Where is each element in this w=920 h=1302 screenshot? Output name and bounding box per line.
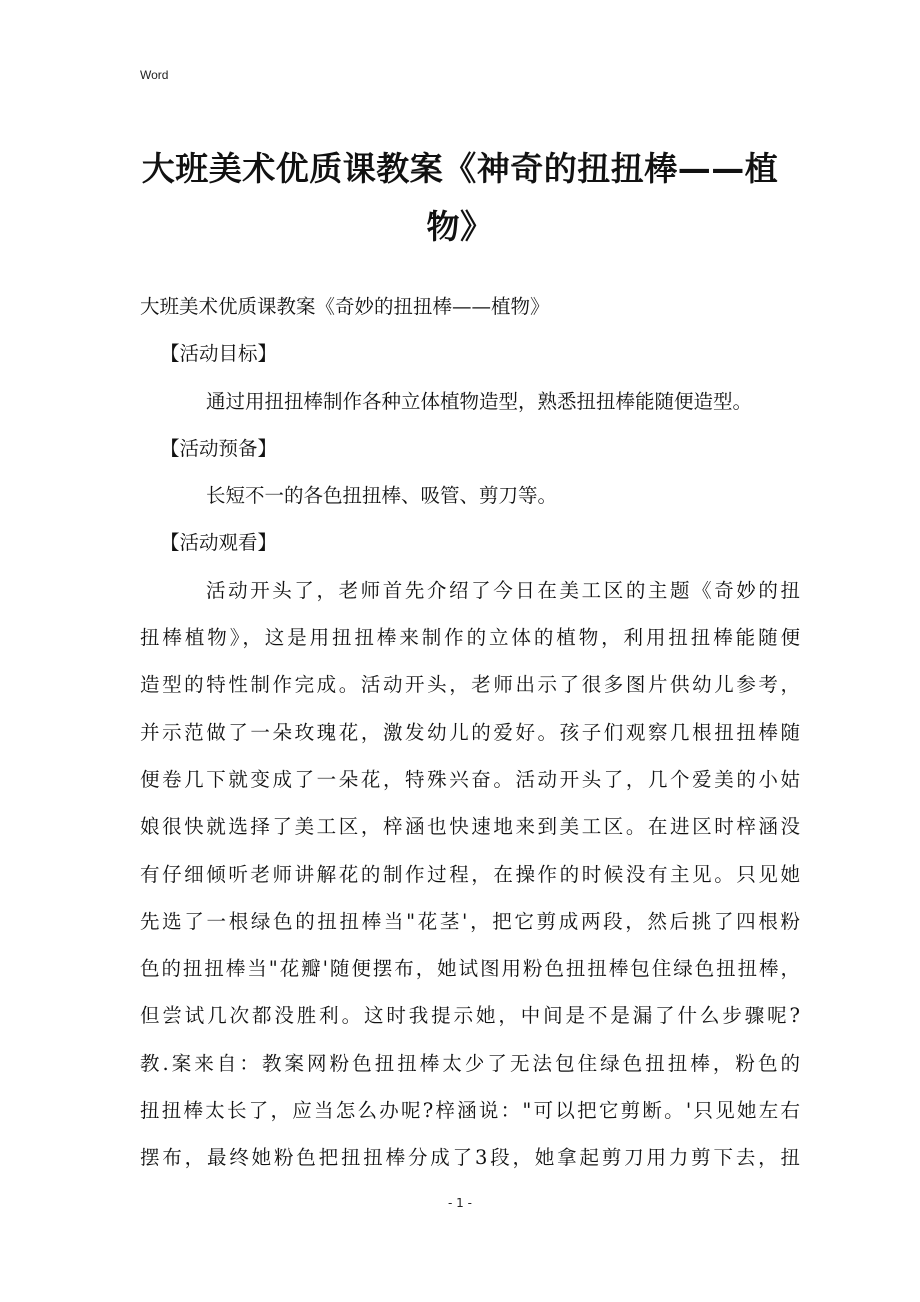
paragraph-line: 并示范做了一朵玫瑰花，激发幼儿的爱好。孩子们观察几根扭扭棒随 xyxy=(140,720,800,744)
paragraph-line: 造型的特性制作完成。活动开头，老师出示了很多图片供幼儿参考， xyxy=(140,673,800,697)
paragraph-line: 扭扭棒太长了，应当怎么办呢?梓涵说："可以把它剪断。'只见她左右 xyxy=(140,1099,800,1123)
paragraph-prep: 长短不一的各色扭扭棒、吸管、剪刀等。 xyxy=(206,484,558,508)
title-line-2: 物》 xyxy=(426,207,494,246)
paragraph-line: 活动开头了，老师首先介绍了今日在美工区的主题《奇妙的扭 xyxy=(206,578,800,602)
paragraph-line: 先选了一根绿色的扭扭棒当"花茎'，把它剪成两段，然后挑了四根粉 xyxy=(140,909,800,933)
paragraph-line: 色的扭扭棒当"花瓣'随便摆布，她试图用粉色扭扭棒包住绿色扭扭棒， xyxy=(140,957,800,981)
paragraph-line: 摆布，最终她粉色把扭扭棒分成了3段，她拿起剪刀用力剪下去，扭 xyxy=(140,1146,800,1170)
paragraph-line: 便卷几下就变成了一朵花，特殊兴奋。活动开头了，几个爱美的小姑 xyxy=(140,767,800,791)
page-number: - 1 - xyxy=(448,1196,472,1210)
title-line-1: 大班美术优质课教案《神奇的扭扭棒——植 xyxy=(141,149,779,188)
paragraph-line: 但尝试几次都没胜利。这时我提示她，中间是不是漏了什么步骤呢? xyxy=(140,1004,800,1028)
document-body xyxy=(140,283,800,1182)
paragraph-line: 教.案来自：教案网粉色扭扭棒太少了无法包住绿色扭扭棒，粉色的 xyxy=(140,1051,800,1075)
subtitle: 大班美术优质课教案《奇妙的扭扭棒——植物》 xyxy=(140,295,550,318)
paragraph-line: 娘很快就选择了美工区，梓涵也快速地来到美工区。在进区时梓涵没 xyxy=(140,815,800,839)
paragraph-line: 有仔细倾听老师讲解花的制作过程，在操作的时候没有主见。只见她 xyxy=(140,862,800,886)
header-label: Word xyxy=(140,68,169,82)
section-heading-goal: 【活动目标】 xyxy=(160,342,278,366)
section-heading-prep: 【活动预备】 xyxy=(160,436,278,460)
paragraph-line: 扭棒植物》，这是用扭扭棒来制作的立体的植物，利用扭扭棒能随便 xyxy=(140,626,800,650)
paragraph-goal: 通过用扭扭棒制作各种立体植物造型，熟悉扭扭棒能随便造型。 xyxy=(206,389,753,413)
document-title xyxy=(130,140,790,256)
section-heading-observation: 【活动观看】 xyxy=(160,531,278,555)
